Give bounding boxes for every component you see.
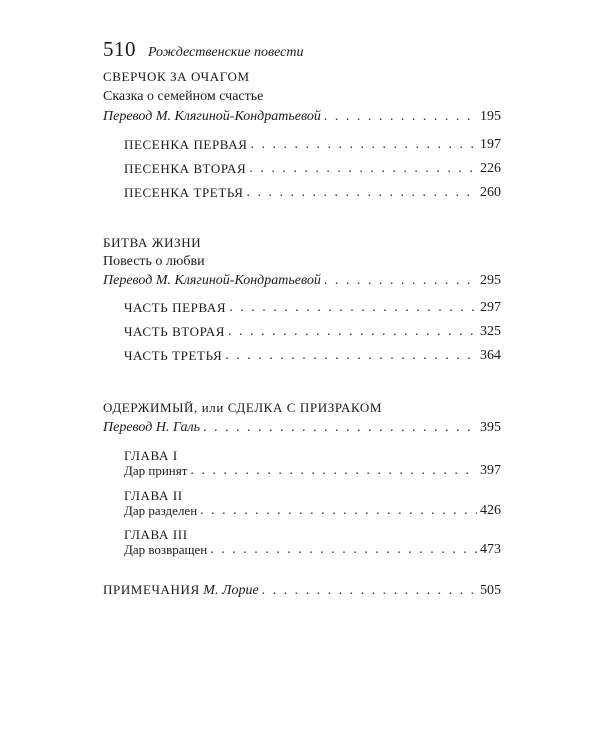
page-ref: 395 [480, 420, 501, 435]
toc-entry-chapter[interactable] [124, 540, 501, 560]
toc-entry[interactable] [124, 159, 501, 179]
toc-entry[interactable] [124, 346, 501, 366]
leader-dots [247, 183, 477, 203]
notes-label-wrap [103, 580, 259, 601]
page-ref: 505 [480, 583, 501, 598]
toc-entry-translator[interactable] [103, 271, 501, 291]
chapter-label: ГЛАВА II [124, 488, 183, 503]
chapter-subtitle: Дар принят [124, 463, 188, 478]
entry-label: ПЕСЕНКА ВТОРАЯ [124, 161, 247, 176]
leader-dots [262, 581, 477, 601]
page-ref: 297 [480, 300, 501, 315]
section-title: СВЕРЧОК ЗА ОЧАГОМ [103, 69, 250, 84]
page-ref: 226 [480, 161, 501, 176]
page-number: 510 [103, 37, 136, 61]
leader-dots [203, 418, 477, 438]
chapter-label: ГЛАВА I [124, 448, 178, 463]
entry-label: ПЕСЕНКА ТРЕТЬЯ [124, 185, 244, 200]
entry-label: ЧАСТЬ ВТОРАЯ [124, 324, 225, 339]
page-ref: 325 [480, 324, 501, 339]
translator-label: Перевод М. Клягиной-Кондратьевой [103, 273, 321, 288]
leader-dots [249, 159, 477, 179]
leader-dots [324, 271, 477, 291]
leader-dots [229, 298, 477, 318]
toc-entry-translator[interactable] [103, 418, 501, 438]
entry-label: ЧАСТЬ ТРЕТЬЯ [124, 348, 223, 363]
section-subtitle: Повесть о любви [103, 254, 205, 269]
toc-entry-translator[interactable] [103, 107, 501, 127]
toc-entry-chapter[interactable] [124, 461, 501, 481]
chapter-subtitle: Дар возвращен [124, 542, 208, 557]
chapter-subtitle: Дар разделен [124, 503, 198, 518]
leader-dots [324, 107, 477, 127]
toc-entry[interactable] [124, 135, 501, 155]
page-ref: 364 [480, 348, 501, 363]
translator-label: Перевод М. Клягиной-Кондратьевой [103, 109, 321, 124]
page-ref: 473 [480, 542, 501, 557]
leader-dots [200, 501, 477, 521]
page-ref: 426 [480, 503, 501, 518]
section-title: БИТВА ЖИЗНИ [103, 235, 202, 250]
page-ref: 260 [480, 185, 501, 200]
page-ref: 397 [480, 463, 501, 478]
toc-entry-chapter[interactable] [124, 501, 501, 521]
leader-dots [225, 346, 477, 366]
chapter-label: ГЛАВА III [124, 527, 188, 542]
toc-entry[interactable] [124, 298, 501, 318]
running-title: Рождественские повести [148, 45, 304, 60]
page-header [103, 37, 303, 62]
translator-label: Перевод Н. Галь [103, 420, 201, 435]
section-title: ОДЕРЖИМЫЙ, или СДЕЛКА С ПРИЗРАКОМ [103, 400, 383, 415]
page-ref: 195 [480, 109, 501, 124]
page-ref: 295 [480, 273, 501, 288]
leader-dots [251, 135, 477, 155]
page-ref: 197 [480, 137, 501, 152]
leader-dots [228, 322, 477, 342]
leader-dots [210, 540, 477, 560]
toc-entry[interactable] [124, 183, 501, 203]
entry-label: ПЕСЕНКА ПЕРВАЯ [124, 137, 248, 152]
notes-label: ПРИМЕЧАНИЯ [103, 582, 200, 597]
toc-entry[interactable] [124, 322, 501, 342]
leader-dots [190, 461, 477, 481]
notes-author: М. Лорие [203, 583, 259, 598]
toc-entry-notes[interactable] [103, 580, 501, 600]
entry-label: ЧАСТЬ ПЕРВАЯ [124, 300, 227, 315]
section-subtitle: Сказка о семейном счастье [103, 89, 264, 104]
